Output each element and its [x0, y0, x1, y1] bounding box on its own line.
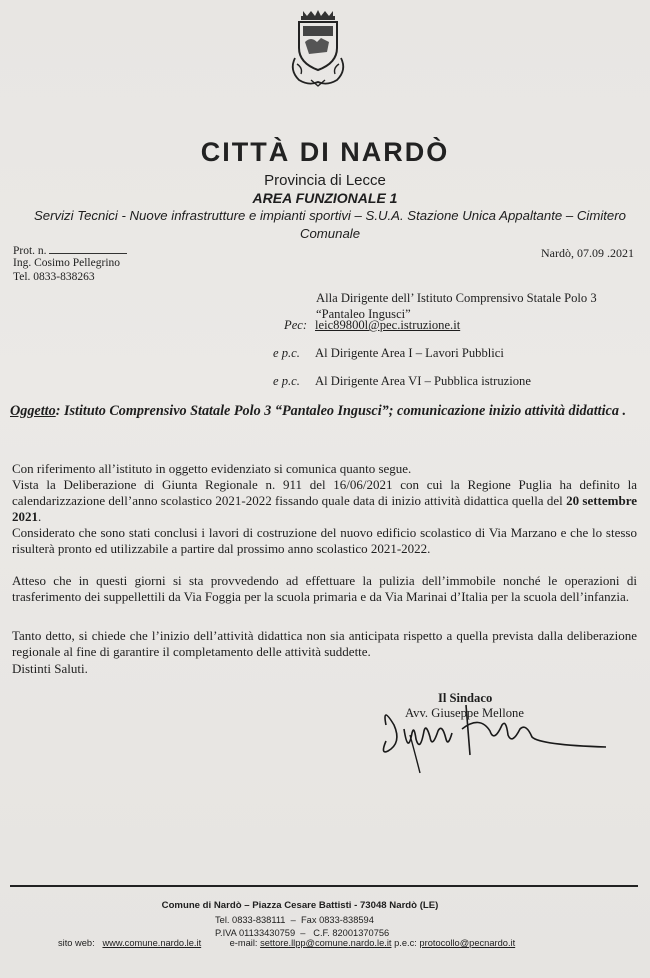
- footer-email-link[interactable]: settore.llpp@comune.nardo.le.it: [260, 938, 392, 948]
- subject-text: : Istituto Comprensivo Statale Polo 3 “Pantaleo Ingusci”; comunicazione inizio attività didattica .: [55, 403, 627, 419]
- body-paragraph-2: [12, 477, 637, 525]
- footer-contacts: [58, 938, 515, 948]
- signatory-title: Il Sindaco: [438, 691, 493, 705]
- body-paragraph-5: Tanto detto, si chiede che l’inizio dell’attività didattica non sia anticipata rispetto a quella prevista dalla deliberazione regionale al fine di garantire il completamento delle attività suddette.: [12, 628, 637, 659]
- protocol-blank: [49, 243, 127, 254]
- closing-greeting: Distinti Saluti.: [12, 661, 88, 676]
- body-paragraph-4: Atteso che in questi giorni si sta provvedendo ad effettuare la pulizia dell’immobile nonché le operazioni di trasferimento dei suppellettili da Via Foggia per la scuola primaria e da Via Marinai d’Italia per la scuola dell’infanzia.: [12, 573, 637, 604]
- services-line: [30, 207, 630, 243]
- letter-date: Nardò, 07.09 .2021: [541, 246, 634, 260]
- services-line-2: Comunale: [299, 226, 361, 241]
- footer-piva: P.IVA 01133430759: [215, 928, 296, 938]
- footer-phone-fax: Tel. 0833-838111 – Fax 0833-838594: [215, 915, 374, 925]
- footer-site-link[interactable]: www.comune.nardo.le.it: [102, 938, 202, 948]
- subject: [10, 403, 635, 419]
- epc-label-1: e p.c.: [273, 346, 300, 360]
- recipient-line-2: “Pantaleo Ingusci”: [316, 307, 411, 321]
- handwritten-signature: [380, 695, 610, 775]
- province-line: Provincia di Lecce: [264, 172, 386, 189]
- body-paragraph-2-text: Vista la Deliberazione di Giunta Regionale n. 911 del 16/06/2021 con cui la Regione Puglia ha definito la calendarizzazione dell’anno scolastico 2021-2022 fissando quale data di inizio attività didattica quella del: [12, 477, 637, 508]
- body-paragraph-1: Con riferimento all’istituto in oggetto evidenziato si comunica quanto segue.: [12, 461, 412, 476]
- protocol-label: Prot. n.: [13, 245, 47, 257]
- protocol-number: [13, 243, 127, 257]
- body-paragraph-2-end: .: [38, 509, 42, 524]
- footer-address: Comune di Nardò – Piazza Cesare Battisti - 73048 Nardò (LE): [161, 900, 439, 911]
- epc-recipient-1: Al Dirigente Area I – Lavori Pubblici: [315, 346, 504, 360]
- city-title: CITTÀ DI NARDÒ: [200, 137, 450, 167]
- engineer-phone: Tel. 0833-838263: [13, 271, 95, 283]
- area-line: AREA FUNZIONALE 1: [252, 190, 398, 206]
- signatory-name: Avv. Giuseppe Mellone: [405, 706, 524, 720]
- footer-email-label: e-mail:: [229, 938, 258, 948]
- footer-divider: [10, 885, 638, 887]
- footer-cf: C.F. 82001370756: [313, 928, 390, 938]
- footer-pec-link[interactable]: protocollo@pecnardo.it: [419, 938, 516, 948]
- pec-address-link[interactable]: leic89800l@pec.istruzione.it: [315, 318, 461, 332]
- city-crest-icon: [283, 8, 353, 88]
- footer-fax: Fax 0833-838594: [301, 915, 374, 925]
- body-paragraph-3: Considerato che sono stati conclusi i lavori di costruzione del nuovo edificio scolastico di Via Marzano e che lo stesso risulterà pronto ed utilizzabile a partire dal prossimo anno scolastico 2021-2022.: [12, 525, 637, 556]
- footer-pec-label: p.e.c:: [394, 938, 417, 948]
- engineer-name: Ing. Cosimo Pellegrino: [13, 257, 121, 269]
- recipient-line-1: Alla Dirigente dell’ Istituto Comprensivo Statale Polo 3: [316, 291, 597, 305]
- subject-label: Oggetto: [10, 403, 56, 419]
- services-line-1: Servizi Tecnici - Nuove infrastrutture e impianti sportivi – S.U.A. Stazione Unica Appaltante – Cimitero: [34, 208, 626, 223]
- epc-recipient-2: Al Dirigente Area VI – Pubblica istruzione: [315, 374, 531, 388]
- start-date-highlight: 20 settembre 2021: [12, 493, 638, 524]
- footer-tel: Tel. 0833-838111: [215, 915, 286, 925]
- footer-tax-ids: P.IVA 01133430759 – C.F. 82001370756: [215, 928, 390, 938]
- epc-label-2: e p.c.: [273, 374, 300, 388]
- pec-label: Pec:: [284, 318, 308, 332]
- footer-site-label: sito web:: [58, 938, 95, 948]
